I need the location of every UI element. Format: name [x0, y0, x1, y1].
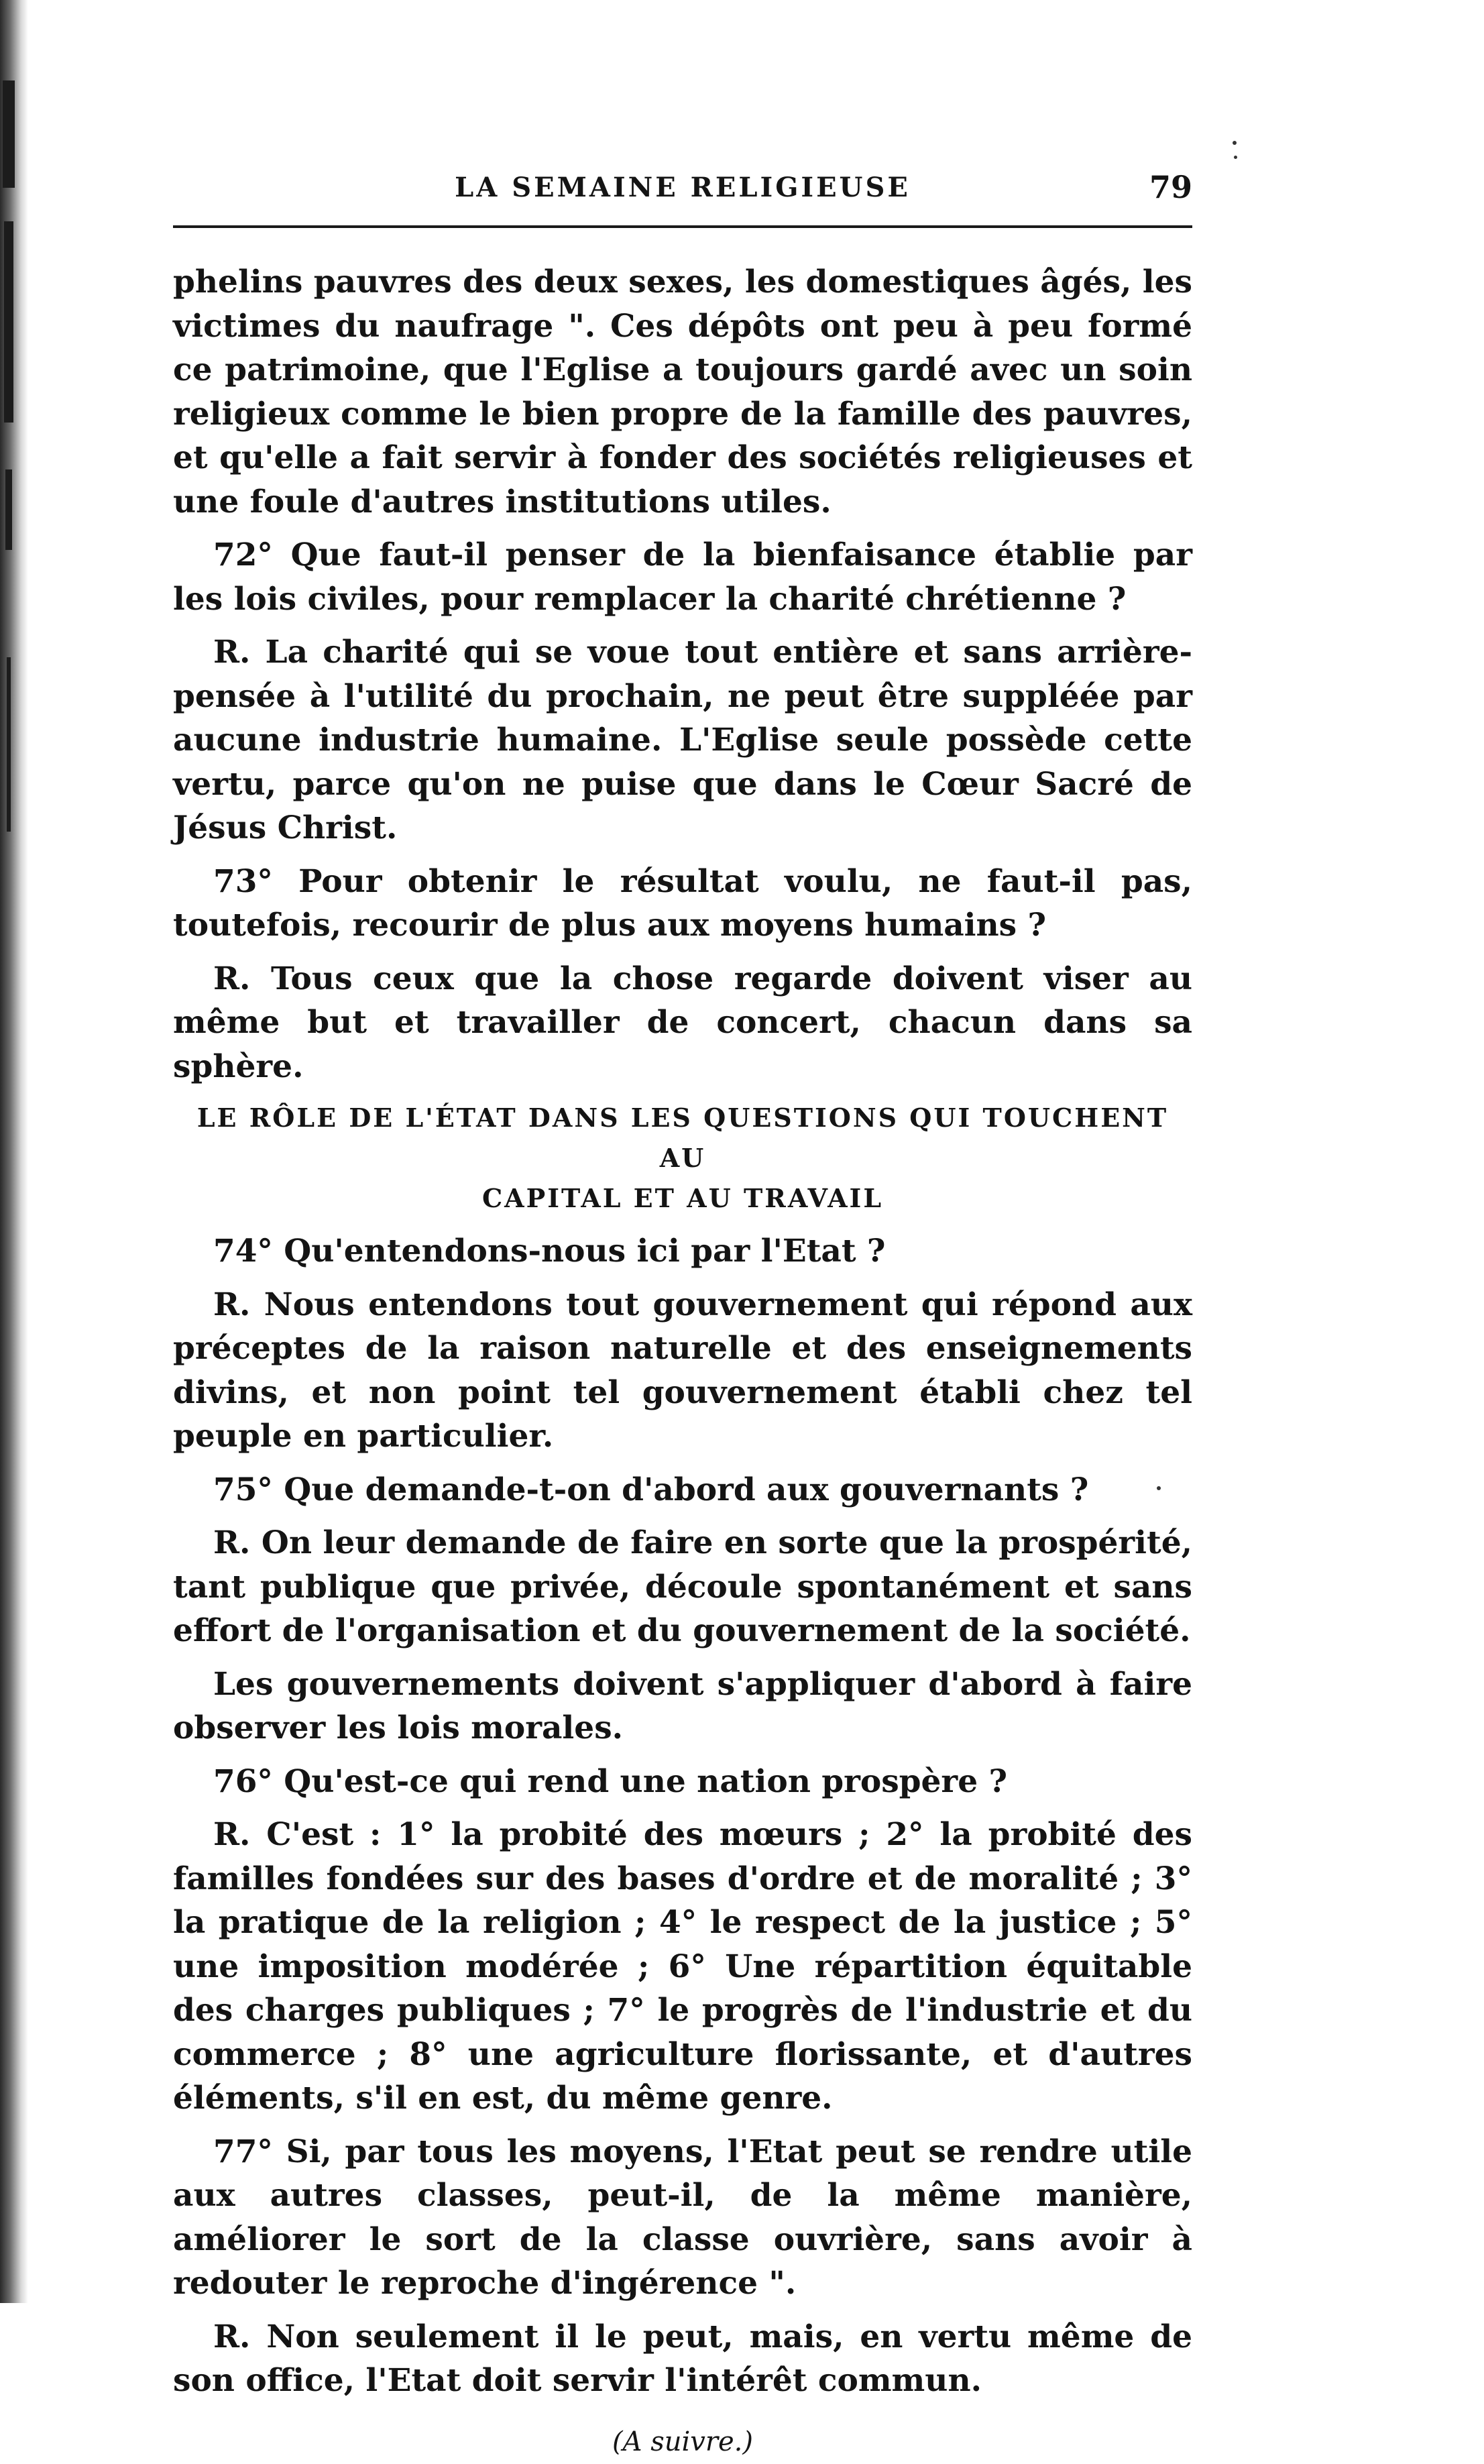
answer-75: R. On leur demande de faire en sorte que la prospérité, tant publique que privée, découle spontanément et sans effort de l'organisation et du gouvernement de la société. [173, 1521, 1192, 1653]
paragraph-governments: Les gouvernements doivent s'appliquer d'abord à faire observer les lois morales. [173, 1663, 1192, 1750]
question-75: 75° Que demande-t-on d'abord aux gouvernants ? [173, 1468, 1192, 1512]
header-rule [173, 225, 1192, 228]
answer-72: R. La charité qui se voue tout entière et sans arrière-pensée à l'utilité du prochain, ne peut être suppléée par aucune industrie humaine. L'Eglise seule possède cette vertu, parce qu'on ne puise que dans le Cœur Sacré de Jésus Christ. [173, 630, 1192, 850]
continuation-note: (A suivre.) [173, 2420, 1192, 2464]
ink-speck [1234, 156, 1237, 159]
question-73: 73° Pour obtenir le résultat voulu, ne faut-il pas, toutefois, recourir de plus aux moyens humains ? [173, 860, 1192, 948]
answer-74: R. Nous entendons tout gouvernement qui répond aux préceptes de la raison naturelle et des enseignements divins, et non point tel gouvernement établi chez tel peuple en particulier. [173, 1283, 1192, 1459]
running-head [173, 172, 1192, 212]
answer-77: R. Non seulement il le peut, mais, en vertu même de son office, l'Etat doit servir l'intérêt commun. [173, 2315, 1192, 2403]
section-heading-line-1: LE RÔLE DE L'ÉTAT DANS LES QUESTIONS QUI TOUCHENT AU [173, 1098, 1192, 1178]
question-74: 74° Qu'entendons-nous ici par l'Etat ? [173, 1229, 1192, 1274]
paragraph-continuation: phelins pauvres des deux sexes, les domestiques âgés, les victimes du naufrage ". Ces dépôts ont peu à peu formé ce patrimoine, que l'Eglise a toujours gardé avec un soin religieux comme le bien propre de la famille des pauvres, et qu'elle a fait servir à fonder des sociétés religieuses et une foule d'autres institutions utiles. [173, 260, 1192, 524]
section-heading-line-2: CAPITAL ET AU TRAVAIL [173, 1178, 1192, 1219]
page-number: 79 [1149, 169, 1192, 205]
question-72: 72° Que faut-il penser de la bienfaisance établie par les lois civiles, pour remplacer la charité chrétienne ? [173, 533, 1192, 621]
binding-shadow [0, 0, 28, 2303]
section-heading [173, 1098, 1192, 1219]
answer-76: R. C'est : 1° la probité des mœurs ; 2° la probité des familles fondées sur des bases d'ordre et de moralité ; 3° la pratique de la religion ; 4° le respect de la justice ; 5° une imposition modérée ; 6° Une répartition équitable des charges publiques ; 7° le progrès de l'industrie et du commerce ; 8° une agriculture florissante, et d'autres éléments, s'il en est, du même genre. [173, 1813, 1192, 2121]
ink-speck [1233, 141, 1237, 145]
question-76: 76° Qu'est-ce qui rend une nation prospère ? [173, 1760, 1192, 1804]
text-body [173, 260, 1192, 2464]
running-title: LA SEMAINE RELIGIEUSE [173, 172, 1192, 203]
answer-73: R. Tous ceux que la chose regarde doivent viser au même but et travailler de concert, chacun dans sa sphère. [173, 957, 1192, 1089]
question-77: 77° Si, par tous les moyens, l'Etat peut se rendre utile aux autres classes, peut-il, de la même manière, améliorer le sort de la classe ouvrière, sans avoir à redouter le reproche d'ingérence ". [173, 2130, 1192, 2306]
